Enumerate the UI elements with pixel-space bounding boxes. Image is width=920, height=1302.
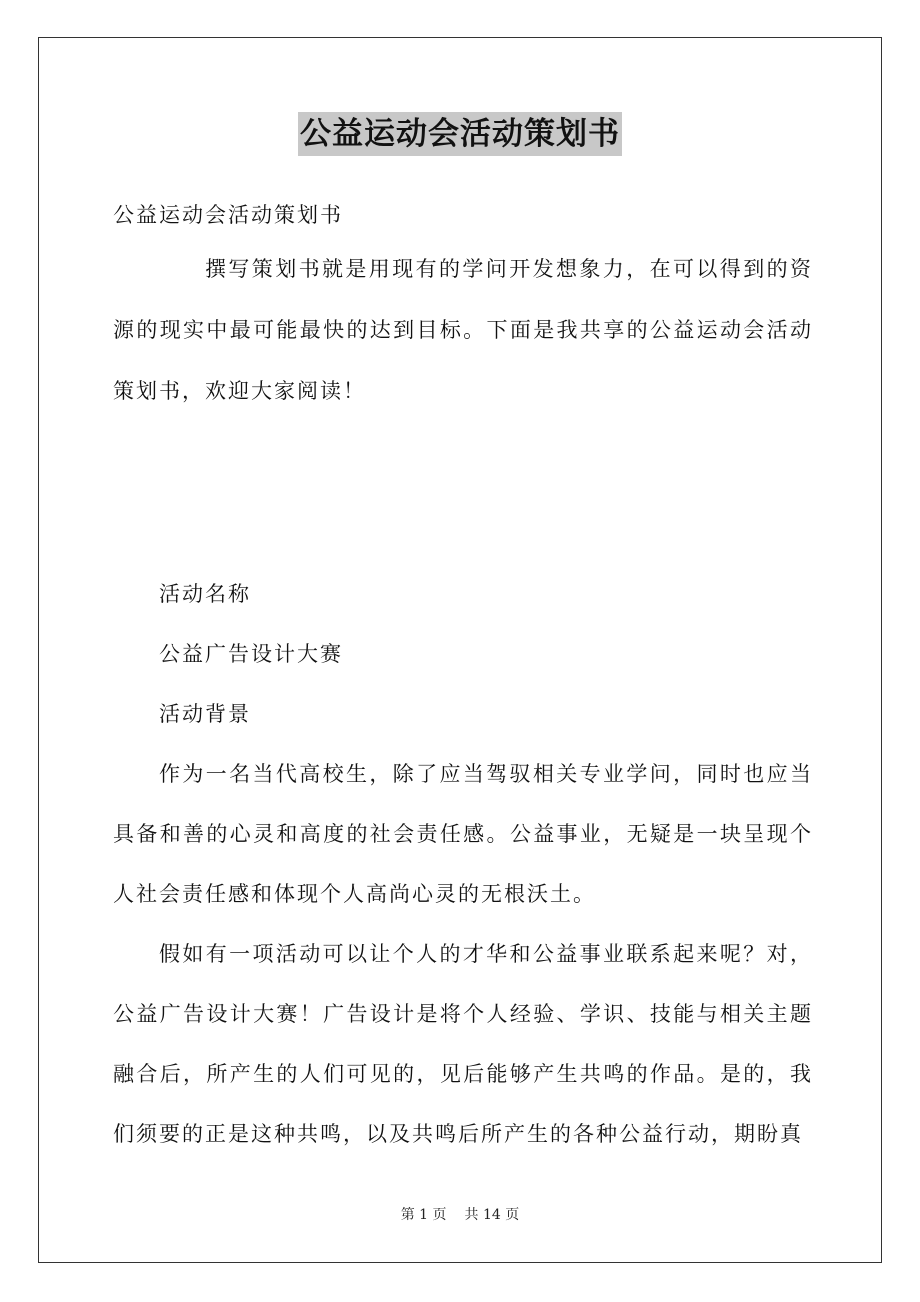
document-body (113, 191, 813, 1164)
document-subtitle: 公益运动会活动策划书 (113, 203, 343, 227)
background-paragraph-2: 假如有一项活动可以让个人的才华和公益事业联系起来呢？对，公益广告设计大赛！广告设计是将个人经验、学识、技能与相关主题融合后，所产生的人们可见的，见后能够产生共鸣的作品。是的，我们须要的正是这种共鸣，以及共鸣后所产生的各种公益行动，期盼真 (113, 942, 813, 1146)
title-container (0, 112, 920, 156)
document-title: 公益运动会活动策划书 (298, 112, 622, 156)
section-heading-background: 活动背景 (159, 702, 251, 726)
blank-space (113, 422, 813, 564)
section-heading-name: 活动名称 (159, 582, 251, 606)
page-total: 共 14 页 (464, 1207, 520, 1223)
section-value-name: 公益广告设计大赛 (159, 642, 343, 666)
background-paragraph-1: 作为一名当代高校生，除了应当驾驭相关专业学问，同时也应当具备和善的心灵和高度的社会责任感。公益事业，无疑是一块呈现个人社会责任感和体现个人高尚心灵的无根沃土。 (113, 762, 813, 906)
page-number: 第 1 页 (400, 1207, 447, 1223)
page-footer (0, 1205, 920, 1225)
intro-paragraph: 撰写策划书就是用现有的学问开发想象力，在可以得到的资源的现实中最可能最快的达到目标。下面是我共享的公益运动会活动策划书，欢迎大家阅读！ (113, 257, 813, 403)
